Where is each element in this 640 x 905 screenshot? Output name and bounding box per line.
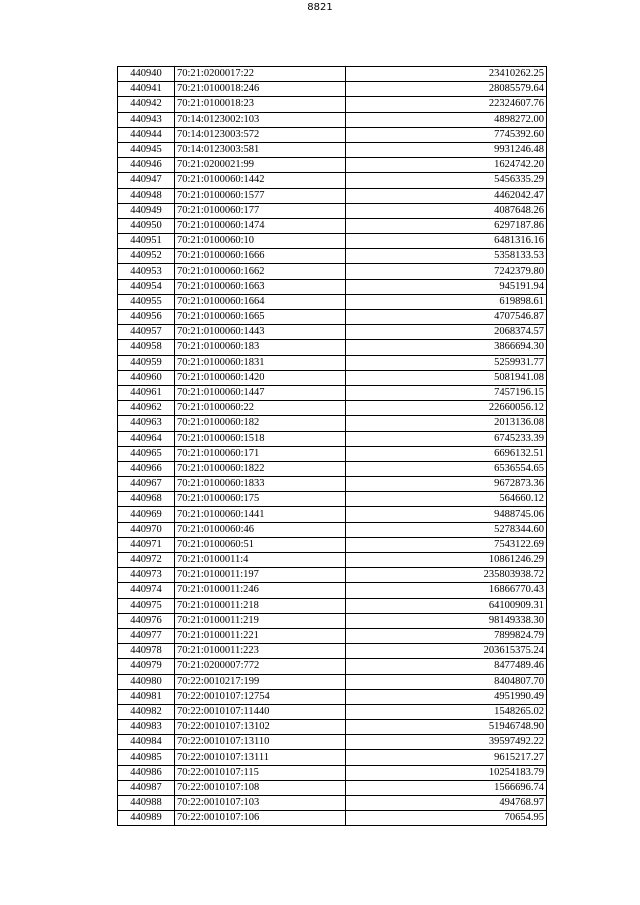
row-id-cell: 440965 <box>118 446 175 461</box>
cadastral-number-cell: 70:22:0010107:106 <box>175 811 346 826</box>
cadastral-value-cell: 51946748.90 <box>346 720 547 735</box>
cadastral-value-cell: 28085579.64 <box>346 82 547 97</box>
row-id-cell: 440952 <box>118 249 175 264</box>
table-row <box>118 507 547 522</box>
row-id-cell: 440940 <box>118 67 175 82</box>
cadastral-value-cell: 6536554.65 <box>346 461 547 476</box>
cadastral-value-cell: 1624742.20 <box>346 158 547 173</box>
cadastral-value-cell: 7242379.80 <box>346 264 547 279</box>
cadastral-value-table <box>117 66 547 826</box>
cadastral-number-cell: 70:21:0100060:182 <box>175 416 346 431</box>
page-number: 8821 <box>307 2 333 13</box>
cadastral-value-cell: 1566696.74 <box>346 780 547 795</box>
table-row <box>118 765 547 780</box>
cadastral-number-cell: 70:21:0100060:171 <box>175 446 346 461</box>
row-id-cell: 440962 <box>118 401 175 416</box>
table-row <box>118 325 547 340</box>
cadastral-value-cell: 5081941.08 <box>346 370 547 385</box>
cadastral-number-cell: 70:21:0200007:772 <box>175 659 346 674</box>
cadastral-value-cell: 7745392.60 <box>346 127 547 142</box>
table-row <box>118 689 547 704</box>
cadastral-number-cell: 70:14:0123003:581 <box>175 142 346 157</box>
cadastral-number-cell: 70:22:0010107:108 <box>175 780 346 795</box>
table-row <box>118 720 547 735</box>
cadastral-number-cell: 70:22:0010107:12754 <box>175 689 346 704</box>
cadastral-number-cell: 70:21:0100011:221 <box>175 628 346 643</box>
cadastral-number-cell: 70:22:0010107:13102 <box>175 720 346 735</box>
cadastral-number-cell: 70:21:0100060:183 <box>175 340 346 355</box>
cadastral-number-cell: 70:22:0010107:103 <box>175 796 346 811</box>
cadastral-value-cell: 6481316.16 <box>346 234 547 249</box>
row-id-cell: 440947 <box>118 173 175 188</box>
cadastral-value-cell: 39597492.22 <box>346 735 547 750</box>
table-row <box>118 294 547 309</box>
cadastral-number-cell: 70:21:0100011:246 <box>175 583 346 598</box>
cadastral-value-cell: 8477489.46 <box>346 659 547 674</box>
row-id-cell: 440949 <box>118 203 175 218</box>
row-id-cell: 440982 <box>118 704 175 719</box>
row-id-cell: 440961 <box>118 385 175 400</box>
cadastral-value-cell: 4087648.26 <box>346 203 547 218</box>
cadastral-value-cell: 23410262.25 <box>346 67 547 82</box>
cadastral-value-cell: 5358133.53 <box>346 249 547 264</box>
cadastral-number-cell: 70:21:0100018:23 <box>175 97 346 112</box>
cadastral-number-cell: 70:21:0100060:175 <box>175 492 346 507</box>
cadastral-number-cell: 70:21:0100060:1833 <box>175 477 346 492</box>
cadastral-number-cell: 70:21:0100060:1518 <box>175 431 346 446</box>
row-id-cell: 440975 <box>118 598 175 613</box>
table-row <box>118 735 547 750</box>
cadastral-number-cell: 70:21:0100060:177 <box>175 203 346 218</box>
cadastral-number-cell: 70:21:0100060:1577 <box>175 188 346 203</box>
row-id-cell: 440976 <box>118 613 175 628</box>
table-row <box>118 416 547 431</box>
row-id-cell: 440966 <box>118 461 175 476</box>
row-id-cell: 440974 <box>118 583 175 598</box>
table-row <box>118 279 547 294</box>
cadastral-number-cell: 70:21:0100060:51 <box>175 537 346 552</box>
cadastral-number-cell: 70:21:0100060:1474 <box>175 218 346 233</box>
cadastral-value-cell: 2013136.08 <box>346 416 547 431</box>
table-row <box>118 553 547 568</box>
table-row <box>118 628 547 643</box>
table-row <box>118 537 547 552</box>
table-row <box>118 492 547 507</box>
table-row <box>118 401 547 416</box>
cadastral-number-cell: 70:21:0100060:1665 <box>175 310 346 325</box>
cadastral-number-cell: 70:21:0100011:197 <box>175 568 346 583</box>
cadastral-value-cell: 945191.94 <box>346 279 547 294</box>
table-row <box>118 750 547 765</box>
table-row <box>118 82 547 97</box>
cadastral-value-cell: 9488745.06 <box>346 507 547 522</box>
row-id-cell: 440948 <box>118 188 175 203</box>
row-id-cell: 440989 <box>118 811 175 826</box>
cadastral-value-cell: 4462042.47 <box>346 188 547 203</box>
cadastral-value-cell: 3866694.30 <box>346 340 547 355</box>
row-id-cell: 440941 <box>118 82 175 97</box>
row-id-cell: 440963 <box>118 416 175 431</box>
row-id-cell: 440985 <box>118 750 175 765</box>
cadastral-value-cell: 9672873.36 <box>346 477 547 492</box>
table-row <box>118 355 547 370</box>
table-row <box>118 811 547 826</box>
table-row <box>118 158 547 173</box>
table-row <box>118 674 547 689</box>
table-row <box>118 704 547 719</box>
cadastral-number-cell: 70:21:0100060:1420 <box>175 370 346 385</box>
table-row <box>118 583 547 598</box>
cadastral-number-cell: 70:21:0100060:1662 <box>175 264 346 279</box>
cadastral-value-cell: 4951990.49 <box>346 689 547 704</box>
table-row <box>118 598 547 613</box>
cadastral-number-cell: 70:21:0100060:1664 <box>175 294 346 309</box>
cadastral-number-cell: 70:21:0100011:218 <box>175 598 346 613</box>
table-row <box>118 385 547 400</box>
row-id-cell: 440986 <box>118 765 175 780</box>
row-id-cell: 440964 <box>118 431 175 446</box>
row-id-cell: 440958 <box>118 340 175 355</box>
row-id-cell: 440977 <box>118 628 175 643</box>
table-row <box>118 568 547 583</box>
row-id-cell: 440943 <box>118 112 175 127</box>
cadastral-number-cell: 70:21:0200017:22 <box>175 67 346 82</box>
table-row <box>118 173 547 188</box>
table-row <box>118 340 547 355</box>
cadastral-value-cell: 7899824.79 <box>346 628 547 643</box>
row-id-cell: 440955 <box>118 294 175 309</box>
cadastral-value-cell: 494768.97 <box>346 796 547 811</box>
cadastral-number-cell: 70:21:0100060:1447 <box>175 385 346 400</box>
row-id-cell: 440954 <box>118 279 175 294</box>
row-id-cell: 440959 <box>118 355 175 370</box>
row-id-cell: 440988 <box>118 796 175 811</box>
table-row <box>118 522 547 537</box>
cadastral-value-cell: 22660056.12 <box>346 401 547 416</box>
cadastral-number-cell: 70:21:0100060:1443 <box>175 325 346 340</box>
table-row <box>118 234 547 249</box>
cadastral-number-cell: 70:22:0010217:199 <box>175 674 346 689</box>
table-row <box>118 249 547 264</box>
row-id-cell: 440981 <box>118 689 175 704</box>
table-row <box>118 477 547 492</box>
table-row <box>118 67 547 82</box>
cadastral-value-cell: 8404807.70 <box>346 674 547 689</box>
cadastral-value-cell: 9931246.48 <box>346 142 547 157</box>
row-id-cell: 440953 <box>118 264 175 279</box>
cadastral-number-cell: 70:21:0100060:1441 <box>175 507 346 522</box>
row-id-cell: 440967 <box>118 477 175 492</box>
cadastral-value-cell: 7457196.15 <box>346 385 547 400</box>
row-id-cell: 440945 <box>118 142 175 157</box>
cadastral-value-cell: 564660.12 <box>346 492 547 507</box>
table-row <box>118 370 547 385</box>
table-row <box>118 796 547 811</box>
table-row <box>118 461 547 476</box>
row-id-cell: 440987 <box>118 780 175 795</box>
cadastral-value-cell: 10861246.29 <box>346 553 547 568</box>
row-id-cell: 440968 <box>118 492 175 507</box>
table-row <box>118 127 547 142</box>
cadastral-value-cell: 22324607.76 <box>346 97 547 112</box>
cadastral-value-cell: 5259931.77 <box>346 355 547 370</box>
cadastral-number-cell: 70:21:0100060:10 <box>175 234 346 249</box>
cadastral-number-cell: 70:22:0010107:115 <box>175 765 346 780</box>
cadastral-number-cell: 70:21:0100011:223 <box>175 644 346 659</box>
cadastral-value-cell: 4898272.00 <box>346 112 547 127</box>
row-id-cell: 440960 <box>118 370 175 385</box>
cadastral-value-cell: 5278344.60 <box>346 522 547 537</box>
cadastral-number-cell: 70:21:0100060:22 <box>175 401 346 416</box>
cadastral-value-cell: 16866770.43 <box>346 583 547 598</box>
row-id-cell: 440973 <box>118 568 175 583</box>
row-id-cell: 440979 <box>118 659 175 674</box>
table-row <box>118 446 547 461</box>
row-id-cell: 440983 <box>118 720 175 735</box>
table-body <box>118 67 547 826</box>
cadastral-number-cell: 70:21:0100060:1822 <box>175 461 346 476</box>
row-id-cell: 440970 <box>118 522 175 537</box>
table-row <box>118 780 547 795</box>
row-id-cell: 440942 <box>118 97 175 112</box>
cadastral-value-cell: 7543122.69 <box>346 537 547 552</box>
row-id-cell: 440956 <box>118 310 175 325</box>
cadastral-value-cell: 619898.61 <box>346 294 547 309</box>
cadastral-value-cell: 64100909.31 <box>346 598 547 613</box>
table-row <box>118 218 547 233</box>
cadastral-value-cell: 203615375.24 <box>346 644 547 659</box>
cadastral-number-cell: 70:22:0010107:13111 <box>175 750 346 765</box>
cadastral-number-cell: 70:21:0100060:1663 <box>175 279 346 294</box>
cadastral-value-cell: 6745233.39 <box>346 431 547 446</box>
cadastral-value-cell: 2068374.57 <box>346 325 547 340</box>
cadastral-value-cell: 70654.95 <box>346 811 547 826</box>
row-id-cell: 440950 <box>118 218 175 233</box>
cadastral-value-cell: 1548265.02 <box>346 704 547 719</box>
row-id-cell: 440971 <box>118 537 175 552</box>
cadastral-value-cell: 4707546.87 <box>346 310 547 325</box>
table-row <box>118 203 547 218</box>
row-id-cell: 440972 <box>118 553 175 568</box>
table-row <box>118 112 547 127</box>
cadastral-value-cell: 235803938.72 <box>346 568 547 583</box>
table-row <box>118 659 547 674</box>
row-id-cell: 440951 <box>118 234 175 249</box>
table-row <box>118 97 547 112</box>
table-row <box>118 142 547 157</box>
cadastral-value-cell: 9615217.27 <box>346 750 547 765</box>
cadastral-value-cell: 6297187.86 <box>346 218 547 233</box>
row-id-cell: 440978 <box>118 644 175 659</box>
cadastral-value-cell: 5456335.29 <box>346 173 547 188</box>
row-id-cell: 440944 <box>118 127 175 142</box>
cadastral-number-cell: 70:21:0100011:219 <box>175 613 346 628</box>
cadastral-number-cell: 70:21:0100060:1442 <box>175 173 346 188</box>
row-id-cell: 440969 <box>118 507 175 522</box>
cadastral-number-cell: 70:14:0123003:572 <box>175 127 346 142</box>
cadastral-value-cell: 6696132.51 <box>346 446 547 461</box>
table-row <box>118 613 547 628</box>
table-row <box>118 310 547 325</box>
row-id-cell: 440984 <box>118 735 175 750</box>
cadastral-value-cell: 98149338.30 <box>346 613 547 628</box>
row-id-cell: 440980 <box>118 674 175 689</box>
cadastral-number-cell: 70:21:0100060:46 <box>175 522 346 537</box>
cadastral-number-cell: 70:21:0100018:246 <box>175 82 346 97</box>
cadastral-number-cell: 70:21:0100011:4 <box>175 553 346 568</box>
row-id-cell: 440946 <box>118 158 175 173</box>
row-id-cell: 440957 <box>118 325 175 340</box>
cadastral-number-cell: 70:22:0010107:13110 <box>175 735 346 750</box>
cadastral-number-cell: 70:14:0123002:103 <box>175 112 346 127</box>
cadastral-number-cell: 70:22:0010107:11440 <box>175 704 346 719</box>
cadastral-number-cell: 70:21:0100060:1831 <box>175 355 346 370</box>
table-row <box>118 188 547 203</box>
cadastral-number-cell: 70:21:0200021:99 <box>175 158 346 173</box>
table-row <box>118 264 547 279</box>
table-row <box>118 431 547 446</box>
cadastral-number-cell: 70:21:0100060:1666 <box>175 249 346 264</box>
cadastral-value-cell: 10254183.79 <box>346 765 547 780</box>
table-row <box>118 644 547 659</box>
